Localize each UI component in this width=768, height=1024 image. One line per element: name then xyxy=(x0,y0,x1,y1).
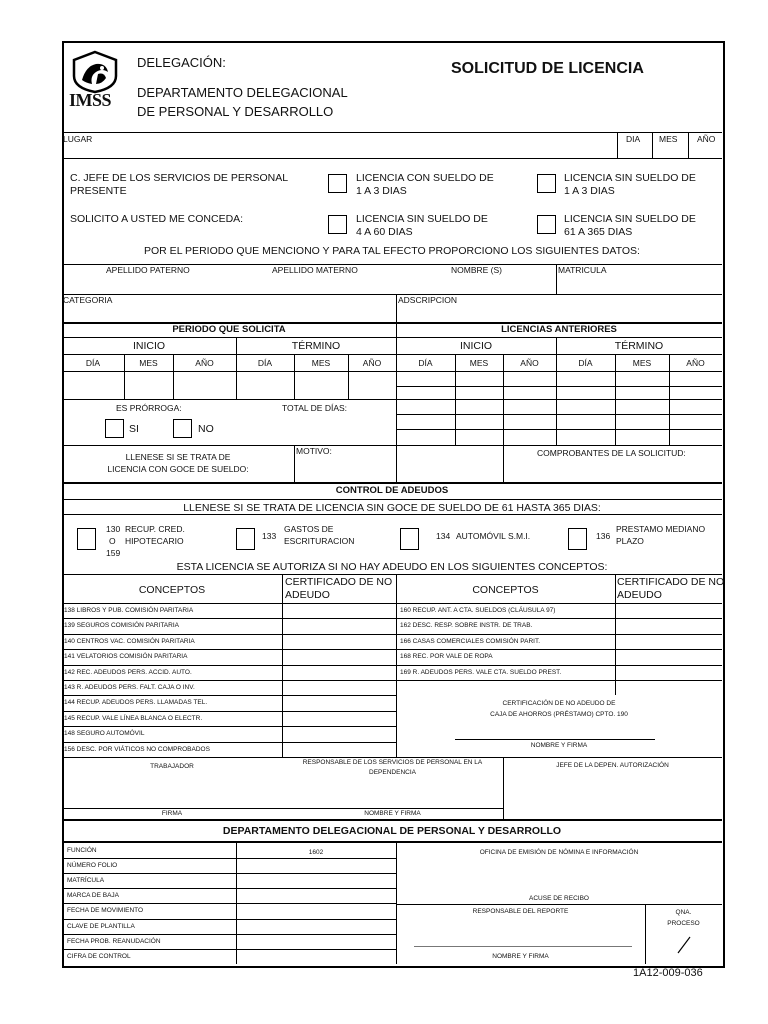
imss-logo xyxy=(68,50,122,110)
conceptos-header-left: CONCEPTOS xyxy=(138,584,206,596)
inicio-header-right: INICIO xyxy=(459,340,493,352)
concept-item-left: 145 RECUP. VALE LÍNEA BLANCA O ELECTR. xyxy=(64,715,203,722)
licencia-sin-sueldo-61-365-checkbox[interactable] xyxy=(537,215,556,234)
conceptos-header-right: CONCEPTOS xyxy=(472,584,539,596)
concept-cert-cell[interactable] xyxy=(284,712,394,725)
prestamo-line1: PRESTAMO MEDIANO xyxy=(616,524,706,534)
periodo-text: POR EL PERIODO QUE MENCIONO Y PARA TAL EFECTO PROPORCIONO LOS SIGUIENTES DATOS: xyxy=(144,245,640,257)
termino-header-right: TÉRMINO xyxy=(614,340,664,352)
recup-cred-line1: RECUP. CRED. xyxy=(125,524,185,534)
col-mes: MES xyxy=(469,358,489,368)
footer-row-label: FECHA PROB. REANUDACIÓN xyxy=(67,938,161,945)
concept-item-right: 168 REC. POR VALE DE ROPA xyxy=(400,653,493,660)
licencia-con-sueldo-1-3-checkbox[interactable] xyxy=(328,174,347,193)
acuse-label: ACUSE DE RECIBO xyxy=(529,895,589,902)
opt4-line2: 61 A 365 DIAS xyxy=(564,226,633,238)
code-134: 134 xyxy=(436,531,451,541)
concept-cert-cell[interactable] xyxy=(617,619,720,632)
opt2-line1: LICENCIA SIN SUELDO DE xyxy=(564,172,696,184)
concept-cert-cell[interactable] xyxy=(617,604,720,617)
concept-cert-cell[interactable] xyxy=(284,681,394,694)
adscripcion-input[interactable] xyxy=(398,306,720,321)
concept-item-left: 139 SEGUROS COMISIÓN PARITARIA xyxy=(64,622,179,629)
oficina-label: OFICINA DE EMISIÓN DE NÓMINA E INFORMACIÓN xyxy=(479,849,639,856)
no-label: NO xyxy=(198,423,214,435)
col-mes: MES xyxy=(311,358,331,368)
depto-line1: DEPARTAMENTO DELEGACIONAL xyxy=(137,85,348,100)
anio-label: AÑO xyxy=(697,134,716,144)
col-anio: AÑO xyxy=(520,358,539,368)
concept-cert-cell[interactable] xyxy=(617,666,720,679)
dia-label: DIA xyxy=(626,134,641,144)
code-133: 133 xyxy=(262,531,277,541)
opt3-line1: LICENCIA SIN SUELDO DE xyxy=(356,213,488,225)
funcion-value: 1602 xyxy=(308,849,324,856)
responsable-reporte-label: RESPONSABLE DEL REPORTE xyxy=(472,908,569,915)
nombre-completo-input[interactable] xyxy=(64,277,554,293)
gastos-line2: ESCRITURACION xyxy=(284,536,355,546)
jefe-autorizacion-label: JEFE DE LA DEPEN. AUTORIZACIÓN xyxy=(556,762,669,769)
footer-row-input[interactable] xyxy=(238,859,394,872)
trabajador-firma-area[interactable] xyxy=(64,775,280,807)
concept-cert-cell[interactable] xyxy=(284,666,394,679)
code-o: O xyxy=(109,536,116,546)
concept-item-left: 142 REC. ADEUDOS PERS. ACCID. AUTO. xyxy=(64,669,192,676)
concept-item-right: 169 R. ADEUDOS PERS. VALE CTA. SUELDO PREST. xyxy=(400,669,562,676)
footer-title: DEPARTAMENTO DELEGACIONAL DE PERSONAL Y DESARROLLO xyxy=(222,825,562,837)
periodo-solicita-header: PERIODO QUE SOLICITA xyxy=(172,324,286,335)
concept-cert-cell[interactable] xyxy=(284,619,394,632)
mes-input[interactable] xyxy=(654,146,687,157)
lugar-input[interactable] xyxy=(100,134,610,156)
caja-ahorros-line1: CERTIFICACIÓN DE NO ADEUDO DE xyxy=(502,700,616,707)
inicio-header-left: INICIO xyxy=(132,340,166,352)
motivo-input[interactable] xyxy=(296,458,501,480)
concept-cert-cell[interactable] xyxy=(284,743,394,756)
col-dia: DÍA xyxy=(578,358,593,368)
footer-row-label: FECHA DE MOVIMIENTO xyxy=(67,907,144,914)
lugar-label: LUGAR xyxy=(63,134,93,144)
goce-line2: LICENCIA CON GOCE DE SUELDO: xyxy=(107,464,249,474)
concept-cert-cell[interactable] xyxy=(284,696,394,709)
concept-item-right: 166 CASAS COMERCIALES COMISIÓN PARIT. xyxy=(400,638,541,645)
caja-ahorros-line2: CAJA DE AHORROS (PRÉSTAMO) CPTO. 190 xyxy=(490,711,628,718)
recup-cred-line2: HIPOTECARIO xyxy=(125,536,184,546)
cert-header-left-1: CERTIFICADO DE NO xyxy=(285,576,393,588)
concept-item-left: 144 RECUP. ADEUDOS PERS. LLAMADAS TEL. xyxy=(64,699,208,706)
concept-cert-cell[interactable] xyxy=(284,635,394,648)
col-dia: DÍA xyxy=(85,358,101,368)
prestamo-mediano-plazo-checkbox[interactable] xyxy=(568,528,587,550)
page-title: SOLICITUD DE LICENCIA xyxy=(451,60,644,77)
cert-header-right-2: ADEUDO xyxy=(617,589,662,601)
qna-proceso-input[interactable] xyxy=(647,932,720,962)
jefe-line2: PRESENTE xyxy=(70,185,127,197)
solicito-label: SOLICITO A USTED ME CONCEDA: xyxy=(70,213,244,225)
responsable-firma-input[interactable] xyxy=(414,920,632,945)
automovil-label: AUTOMÓVIL S.M.I. xyxy=(456,531,531,541)
concept-cert-cell[interactable] xyxy=(284,727,394,740)
adscripcion-label: ADSCRIPCION xyxy=(398,295,458,305)
opt1-line2: 1 A 3 DIAS xyxy=(356,185,407,197)
apellido-materno-label: APELLIDO MATERNO xyxy=(272,265,358,275)
matricula-input[interactable] xyxy=(558,277,720,293)
footer-nombre-firma-label: NOMBRE Y FIRMA xyxy=(492,953,549,960)
nombre-label: NOMBRE (S) xyxy=(451,265,502,275)
concept-item-left: 138 LIBROS Y PUB. COMISIÓN PARITARIA xyxy=(64,607,194,614)
footer-row-label: CIFRA DE CONTROL xyxy=(67,953,131,960)
form-code: 1A12-009-036 xyxy=(633,967,703,979)
matricula-label: MATRICULA xyxy=(558,265,607,275)
opt1-line1: LICENCIA CON SUELDO DE xyxy=(356,172,494,184)
concept-item-left: 143 R. ADEUDOS PERS. FALT. CAJA O INV. xyxy=(64,684,195,691)
resp-line2: DEPENDENCIA xyxy=(369,769,416,776)
footer-row-input[interactable] xyxy=(238,889,394,902)
proceso-label: PROCESO xyxy=(667,920,700,927)
footer-row-label: CLAVE DE PLANTILLA xyxy=(67,923,135,930)
concept-cert-cell[interactable] xyxy=(284,650,394,663)
footer-row-input[interactable] xyxy=(238,950,394,963)
goce-line1: LLENESE SI SE TRATA DE xyxy=(125,452,231,462)
col-mes: MES xyxy=(632,358,652,368)
col-mes: MES xyxy=(139,358,158,368)
llenese-sin-goce-text: LLENESE SI SE TRATA DE LICENCIA SIN GOCE DE SUELDO DE 61 HASTA 365 DIAS: xyxy=(183,502,601,514)
opt3-line2: 4 A 60 DIAS xyxy=(356,226,413,238)
jefe-line1: C. JEFE DE LOS SERVICIOS DE PERSONAL xyxy=(70,172,289,184)
concept-item-left: 148 SEGURO AUTOMÓVIL xyxy=(64,730,145,737)
concept-cert-cell[interactable] xyxy=(617,650,720,663)
oficina-area[interactable] xyxy=(398,860,720,892)
imss-eagle-icon xyxy=(68,50,122,94)
prorroga-label: ES PRÓRROGA: xyxy=(116,403,182,413)
firma-label: FIRMA xyxy=(161,810,183,817)
opt4-line1: LICENCIA SIN SUELDO DE xyxy=(564,213,696,225)
total-dias-input[interactable] xyxy=(240,416,394,443)
depto-line2: DE PERSONAL Y DESARROLLO xyxy=(137,104,334,119)
total-dias-label: TOTAL DE DÍAS: xyxy=(282,403,348,413)
prestamo-line2: PLAZO xyxy=(616,536,644,546)
caja-nombre-firma-label: NOMBRE Y FIRMA xyxy=(530,742,588,749)
automovil-smi-checkbox[interactable] xyxy=(400,528,419,550)
dia-input[interactable] xyxy=(619,146,651,157)
opt2-line2: 1 A 3 DIAS xyxy=(564,185,615,197)
col-dia: DÍA xyxy=(418,358,433,368)
comprobantes-label: COMPROBANTES DE LA SOLICITUD: xyxy=(537,448,686,458)
caja-firma-input[interactable] xyxy=(455,722,655,738)
delegacion-label: DELEGACIÓN: xyxy=(137,55,226,70)
footer-row-input[interactable] xyxy=(238,904,394,917)
licencias-anteriores-table[interactable] xyxy=(398,373,720,443)
apellido-paterno-label: APELLIDO PATERNO xyxy=(106,265,190,275)
footer-row-input[interactable] xyxy=(238,920,394,933)
footer-row-label: FUNCIÓN xyxy=(67,847,97,854)
imss-logo-text: IMSS xyxy=(69,90,112,110)
mes-label: MES xyxy=(659,134,678,144)
cert-header-left-2: ADEUDO xyxy=(285,589,330,601)
prorroga-no-checkbox[interactable] xyxy=(173,419,192,438)
resp-line1: RESPONSABLE DE LOS SERVICIOS DE PERSONAL EN LA xyxy=(302,759,483,766)
periodo-inicio-input[interactable] xyxy=(64,373,234,397)
footer-row-label: NÚMERO FOLIO xyxy=(67,862,118,869)
anio-input[interactable] xyxy=(690,146,720,157)
footer-row-input[interactable] xyxy=(238,935,394,948)
footer-row-input[interactable] xyxy=(238,874,394,887)
code-136: 136 xyxy=(596,531,611,541)
autoriza-text: ESTA LICENCIA SE AUTORIZA SI NO HAY ADEUDO EN LOS SIGUIENTES CONCEPTOS: xyxy=(176,561,608,573)
footer-row-label: MATRÍCULA xyxy=(67,877,105,884)
col-dia: DÍA xyxy=(257,358,273,368)
concept-cert-cell[interactable] xyxy=(617,635,720,648)
responsable-firma-area[interactable] xyxy=(284,780,501,807)
motivo-label: MOTIVO: xyxy=(296,446,332,456)
code-130: 130 xyxy=(106,524,121,534)
periodo-termino-input[interactable] xyxy=(238,373,394,397)
concept-item-right: 160 RECUP. ANT. A CTA. SUELDOS (CLÁUSULA 97) xyxy=(400,607,556,614)
col-anio: AÑO xyxy=(195,358,214,368)
concept-item-left: 140 CENTROS VAC. COMISIÓN PARITARIA xyxy=(64,638,195,645)
jefe-firma-area[interactable] xyxy=(505,775,720,817)
si-label: SI xyxy=(129,423,139,435)
footer-row-label: MARCA DE BAJA xyxy=(67,892,120,899)
termino-header-left: TÉRMINO xyxy=(291,340,341,352)
qna-label: QNA. xyxy=(675,909,692,916)
comprobantes-input[interactable] xyxy=(505,461,720,480)
code-159: 159 xyxy=(106,548,121,558)
licencia-sin-sueldo-1-3-checkbox[interactable] xyxy=(537,174,556,193)
col-anio: AÑO xyxy=(686,358,705,368)
trabajador-label: TRABAJADOR xyxy=(150,763,194,770)
col-anio: AÑO xyxy=(362,358,382,368)
concept-cert-cell[interactable] xyxy=(284,604,394,617)
recup-cred-hipotecario-checkbox[interactable] xyxy=(77,528,96,550)
concept-item-right: 162 DESC. RESP. SOBRE INSTR. DE TRAB. xyxy=(400,622,533,629)
control-adeudos-title: CONTROL DE ADEUDOS xyxy=(335,485,449,496)
categoria-label: CATEGORIA xyxy=(63,295,113,305)
licencias-anteriores-header: LICENCIAS ANTERIORES xyxy=(501,324,617,335)
gastos-escrituracion-checkbox[interactable] xyxy=(236,528,255,550)
categoria-input[interactable] xyxy=(64,306,394,321)
nombre-firma-label: NOMBRE Y FIRMA xyxy=(364,810,421,817)
licencia-sin-sueldo-4-60-checkbox[interactable] xyxy=(328,215,347,234)
gastos-line1: GASTOS DE xyxy=(284,524,334,534)
cert-header-right-1: CERTIFICADO DE NO xyxy=(617,576,725,588)
prorroga-si-checkbox[interactable] xyxy=(105,419,124,438)
concept-item-left: 156 DESC. POR VIÁTICOS NO COMPROBADOS xyxy=(64,746,210,753)
concept-item-left: 141 VELATORIOS COMISIÓN PARITARIA xyxy=(64,653,188,660)
